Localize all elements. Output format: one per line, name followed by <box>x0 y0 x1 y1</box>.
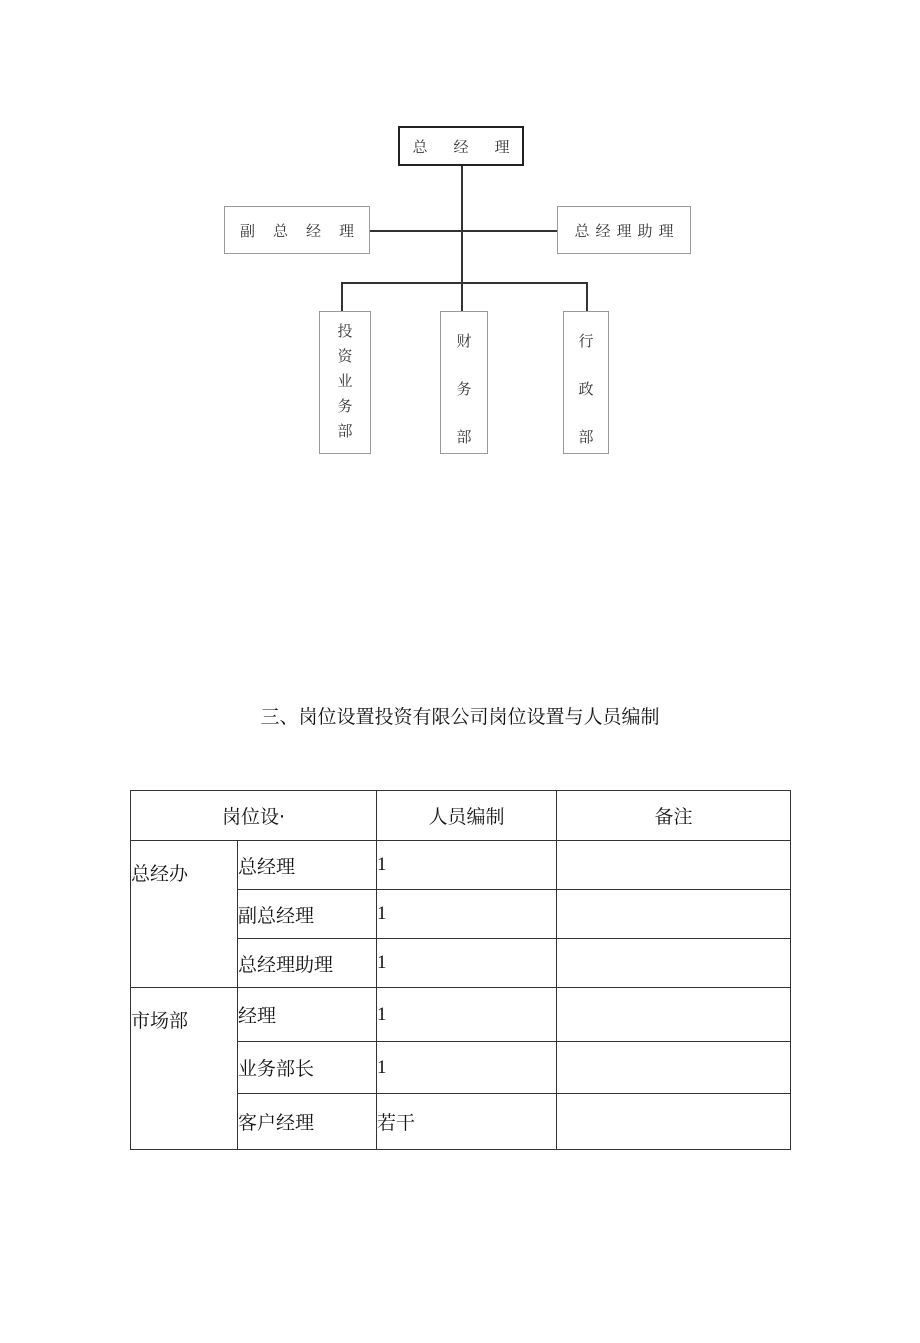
org-char: 政 <box>578 380 594 398</box>
org-box-general-manager <box>398 126 524 166</box>
org-char: 理 <box>658 221 674 240</box>
org-char: 经 <box>453 137 469 156</box>
org-char: 理 <box>339 221 355 240</box>
header-staffing: 人员编制 <box>377 791 557 841</box>
position-cell: 经理 <box>238 988 377 1042</box>
org-char: 理 <box>616 221 632 240</box>
header-remarks: 备注 <box>557 791 791 841</box>
connector-middle <box>369 230 559 232</box>
remarks-cell <box>557 890 791 939</box>
position-cell: 客户经理 <box>238 1094 377 1150</box>
remarks-cell <box>557 939 791 988</box>
section-title: 三、岗位设置投资有限公司岗位设置与人员编制 <box>260 706 660 728</box>
org-box-investment-dept <box>319 311 371 454</box>
connector-trunk <box>461 166 463 311</box>
position-cell: 副总经理 <box>238 890 377 939</box>
org-char: 经 <box>306 221 322 240</box>
table-row <box>131 988 791 1042</box>
table-row <box>131 841 791 890</box>
org-char: 总 <box>574 221 590 240</box>
org-char: 部 <box>337 422 353 440</box>
org-box-finance-dept <box>440 311 488 454</box>
count-cell: 1 <box>377 841 557 890</box>
org-box-assistant-manager <box>557 206 691 254</box>
count-cell: 1 <box>377 939 557 988</box>
org-char: 资 <box>337 347 353 365</box>
org-char: 总 <box>272 221 288 240</box>
org-char: 行 <box>578 332 594 350</box>
org-char: 部 <box>456 428 472 446</box>
dept-cell: 总经办 <box>131 841 238 988</box>
header-position: 岗位设· <box>131 791 377 841</box>
org-char: 务 <box>337 397 353 415</box>
remarks-cell <box>557 1094 791 1150</box>
org-box-deputy-manager <box>224 206 370 254</box>
connector-right-drop <box>586 282 588 311</box>
count-cell: 1 <box>377 1042 557 1094</box>
org-char: 财 <box>456 332 472 350</box>
org-chart <box>0 0 920 470</box>
count-cell: 1 <box>377 988 557 1042</box>
org-char: 业 <box>337 372 353 390</box>
position-cell: 业务部长 <box>238 1042 377 1094</box>
connector-bottom <box>341 282 588 284</box>
remarks-cell <box>557 841 791 890</box>
remarks-cell <box>557 1042 791 1094</box>
staffing-table <box>130 790 791 1150</box>
remarks-cell <box>557 988 791 1042</box>
position-cell: 总经理助理 <box>238 939 377 988</box>
connector-left-drop <box>341 282 343 311</box>
count-cell: 若干 <box>377 1094 557 1150</box>
org-char: 务 <box>456 380 472 398</box>
org-box-admin-dept <box>563 311 609 454</box>
count-cell: 1 <box>377 890 557 939</box>
org-char: 副 <box>239 221 255 240</box>
org-char: 经 <box>595 221 611 240</box>
org-char: 总 <box>412 137 428 156</box>
table-header-row <box>131 791 791 841</box>
position-cell: 总经理 <box>238 841 377 890</box>
org-char: 部 <box>578 428 594 446</box>
org-char: 投 <box>337 322 353 340</box>
dept-cell: 市场部 <box>131 988 238 1150</box>
org-char: 理 <box>494 137 510 156</box>
org-char: 助 <box>637 221 653 240</box>
